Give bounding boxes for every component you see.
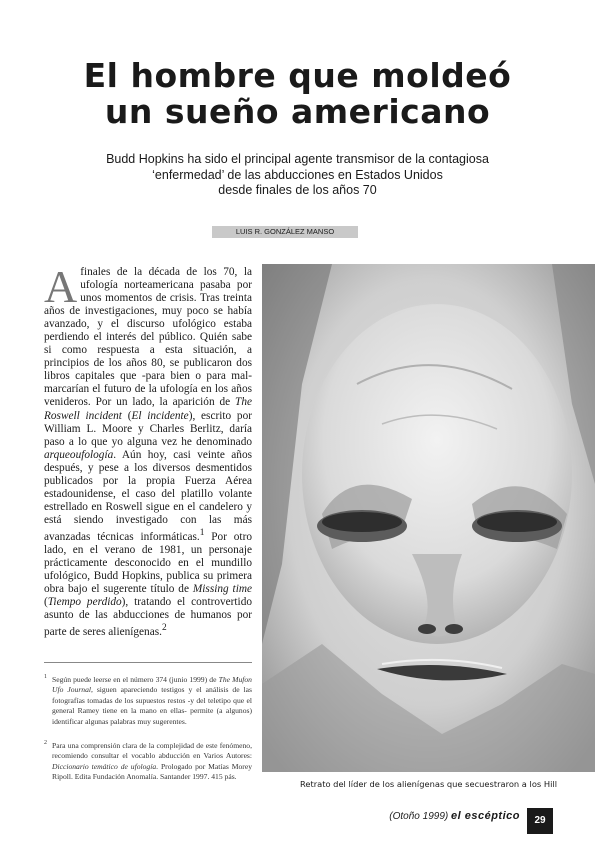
footnote-italic: Diccionario temático de ufología bbox=[52, 761, 157, 771]
article-body bbox=[44, 261, 252, 639]
footnote-text-part: . Prologado por Matías Morey Ripoll. Edita Fundación Anomalía. Santander 1997. 415 pás. bbox=[52, 761, 252, 782]
magazine-name: el escéptico bbox=[451, 810, 520, 822]
issue-label: (Otoño 1999) bbox=[389, 811, 449, 822]
footnote-text-part: , siguen apareciendo testigos y el análisis de las fotografías tomadas de los supuestos restos -y del teletipo que el general Ramey tiene en la mano en ellas- permite (a algunos) identificar algunas palabras muy sugerentes. bbox=[52, 685, 252, 726]
body-italic: arqueoufología bbox=[44, 448, 114, 461]
footnote-ref[interactable]: 2 bbox=[161, 623, 167, 634]
footnote-number: 2 bbox=[44, 740, 47, 746]
footnote-divider bbox=[44, 662, 252, 663]
body-text: . Aún hoy, casi veinte años después, y pese a los diversos desmentidos publicados por la propia Fuerza Aérea estadounidense, el caso del platillo volante estrellado en Roswell sigue en el candelero y está siendo investigado con las más avanzadas técnicas informáticas. bbox=[44, 448, 252, 543]
alien-portrait-illustration bbox=[262, 264, 595, 772]
footnote-2 bbox=[44, 738, 252, 783]
footnote-text-part: Para una comprensión clara de la complejidad de este fenómeno, recomiendo consultar el vocablo abducción en Varios Autores: bbox=[52, 740, 252, 761]
footnote-text bbox=[44, 675, 252, 728]
body-text: ( bbox=[44, 595, 48, 608]
body-text: ), tratando el controvertido asunto de las abducciones de humanos por parte de seres alienígenas. bbox=[44, 595, 252, 638]
footnote-ref[interactable]: 1 bbox=[199, 527, 205, 538]
footnote-text-part: Según puede leerse en el número 374 (junio 1999) de bbox=[52, 674, 219, 684]
footnote-number: 1 bbox=[44, 674, 47, 680]
body-italic: The Roswell incident bbox=[44, 396, 252, 422]
body-italic: El incidente bbox=[131, 409, 189, 422]
body-italic: Tiempo perdido bbox=[47, 595, 122, 608]
photo-caption: Retrato del líder de los alienígenas que secuestraron a los Hill bbox=[299, 779, 558, 789]
article-title bbox=[0, 58, 595, 130]
subtitle-line-1: Budd Hopkins ha sido el principal agente transmisor de la contagiosa bbox=[106, 152, 489, 166]
author-byline: LUIS R. GONZÁLEZ MANSO bbox=[212, 226, 358, 238]
title-line-2: un sueño americano bbox=[104, 92, 491, 131]
article-subtitle bbox=[0, 152, 595, 199]
drop-cap: A bbox=[44, 261, 78, 312]
body-text: ( bbox=[121, 409, 132, 422]
body-text: Por otro lado, en el verano de 1981, un personaje prácticamente desconocido en el mundillo ufológico, Budd Hopkins, publica su primera obra bajo el sugerente título de bbox=[44, 530, 252, 595]
footnote-italic: The Mufon Ufo Journal bbox=[52, 674, 252, 695]
title-line-1: El hombre que moldeó bbox=[83, 56, 512, 95]
alien-portrait-photo bbox=[262, 264, 595, 772]
subtitle-line-3: desde finales de los años 70 bbox=[218, 183, 377, 197]
body-text: ), escrito por William L. Moore y Charles Berlitz, daría paso a lo que yo alguna vez he denominado bbox=[44, 409, 252, 448]
page-number: 29 bbox=[527, 808, 553, 834]
footnote-text bbox=[44, 741, 252, 783]
subtitle-line-2: ‘enfermedad’ de las abducciones en Estados Unidos bbox=[152, 167, 443, 182]
body-italic: Missing time bbox=[192, 582, 252, 595]
footnote-1 bbox=[44, 672, 252, 727]
body-text: finales de la década de los 70, la ufología norteamericana pasaba por unos momentos de crisis. Tras treinta años de investigaciones, muy poco se había avanzado, y el discurso ufológico estaba perdiendo el interés del público. Quién sabe si como respuesta a esta situación, a principios de los años 80, se publicaron dos libros capitales que -para bien o para mal- marcarían el futuro de la ufología en los años venideros. Por un lado, la aparición de bbox=[44, 266, 252, 409]
running-footer bbox=[360, 810, 520, 823]
